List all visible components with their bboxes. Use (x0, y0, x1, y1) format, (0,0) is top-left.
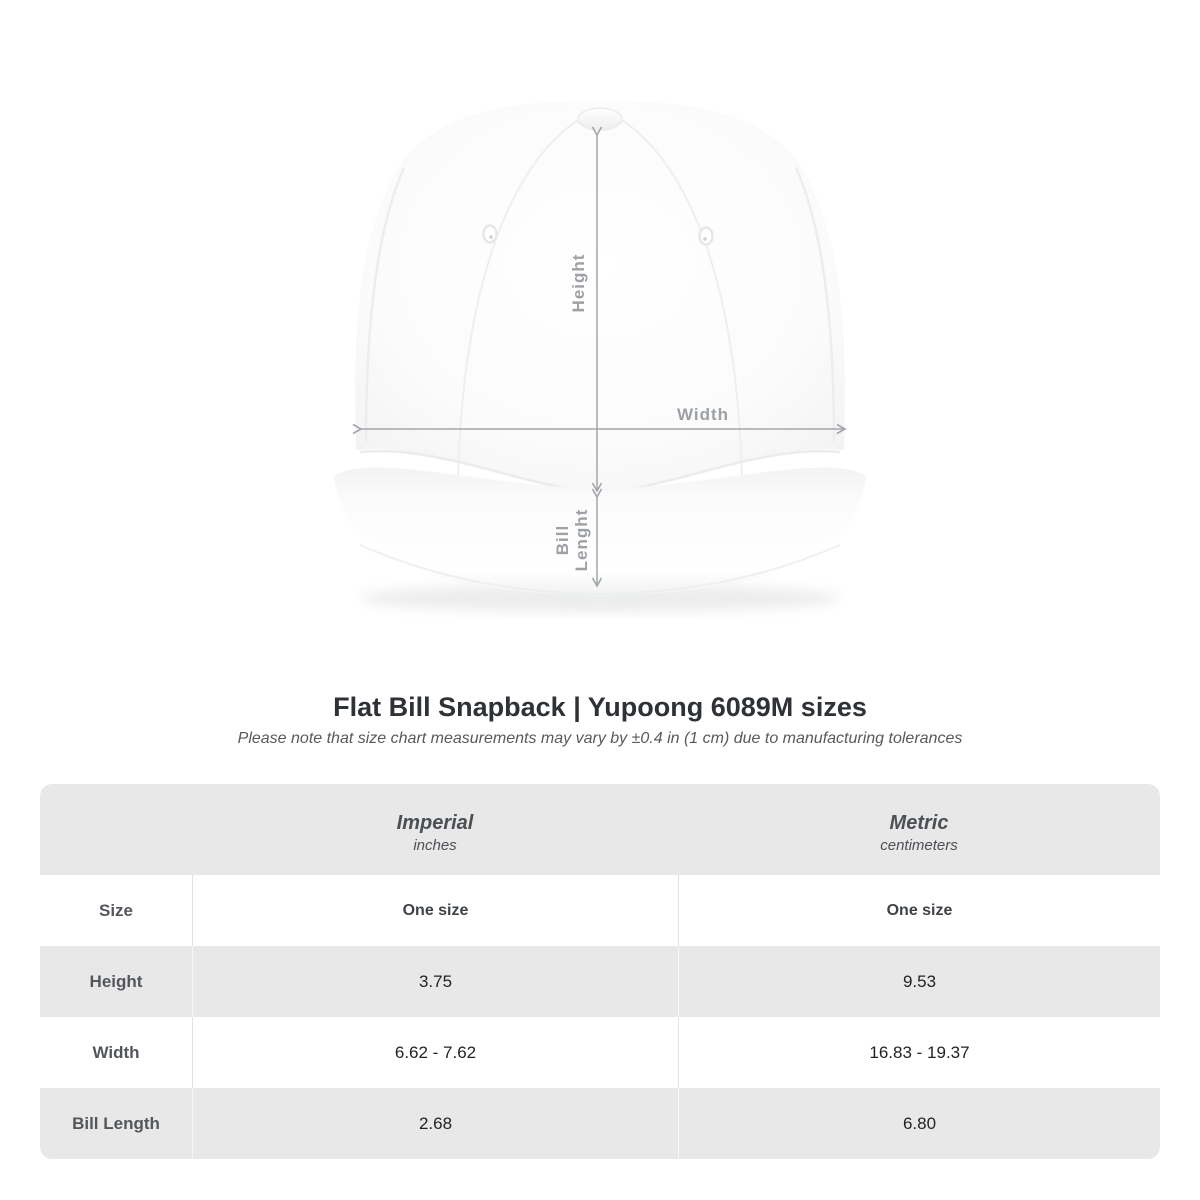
width-dimension-label: Width (676, 405, 730, 424)
snapback-cap-svg (270, 78, 930, 618)
column-title: Metric (889, 811, 949, 834)
cap-crown (355, 101, 845, 492)
column-title: Imperial (396, 811, 474, 834)
row-label: Height (89, 971, 143, 991)
imperial-value: One size (192, 875, 678, 946)
table-row-size (40, 875, 1160, 946)
row-label: Width (92, 1042, 140, 1062)
eyelet-left-icon (484, 226, 497, 243)
column-header-metric (678, 784, 1160, 875)
imperial-value: 2.68 (192, 1088, 678, 1159)
svg-text:Lenght: Lenght (572, 508, 591, 572)
table-row-height (40, 946, 1160, 1017)
height-dimension-label: Height (569, 253, 588, 313)
snapback-cap-illustration (270, 78, 930, 618)
eyelet-right-icon (700, 228, 713, 245)
cap-top-button (578, 108, 622, 130)
table-header-corner-spacer (40, 784, 192, 875)
size-chart-heading (0, 692, 1200, 748)
metric-value: 9.53 (678, 946, 1160, 1017)
page-subtitle: Please note that size chart measurements may vary by ±0.4 in (1 cm) due to manufacturing tolerances (237, 730, 963, 748)
metric-value: 16.83 - 19.37 (678, 1017, 1160, 1088)
table-header-row (40, 784, 1160, 875)
table-row-width (40, 1017, 1160, 1088)
row-label: Bill Length (72, 1113, 160, 1133)
metric-value: 6.80 (678, 1088, 1160, 1159)
column-header-imperial (192, 784, 678, 875)
size-chart-table (40, 784, 1160, 1159)
table-row-bill-length (40, 1088, 1160, 1159)
row-label: Size (98, 900, 134, 920)
metric-value: One size (678, 875, 1160, 946)
imperial-value: 6.62 - 7.62 (192, 1017, 678, 1088)
svg-text:Bill: Bill (553, 524, 572, 556)
column-unit: inches (413, 836, 457, 854)
page-title: Flat Bill Snapback | Yupoong 6089M sizes (333, 692, 867, 722)
column-unit: centimeters (880, 836, 958, 854)
imperial-value: 3.75 (192, 946, 678, 1017)
